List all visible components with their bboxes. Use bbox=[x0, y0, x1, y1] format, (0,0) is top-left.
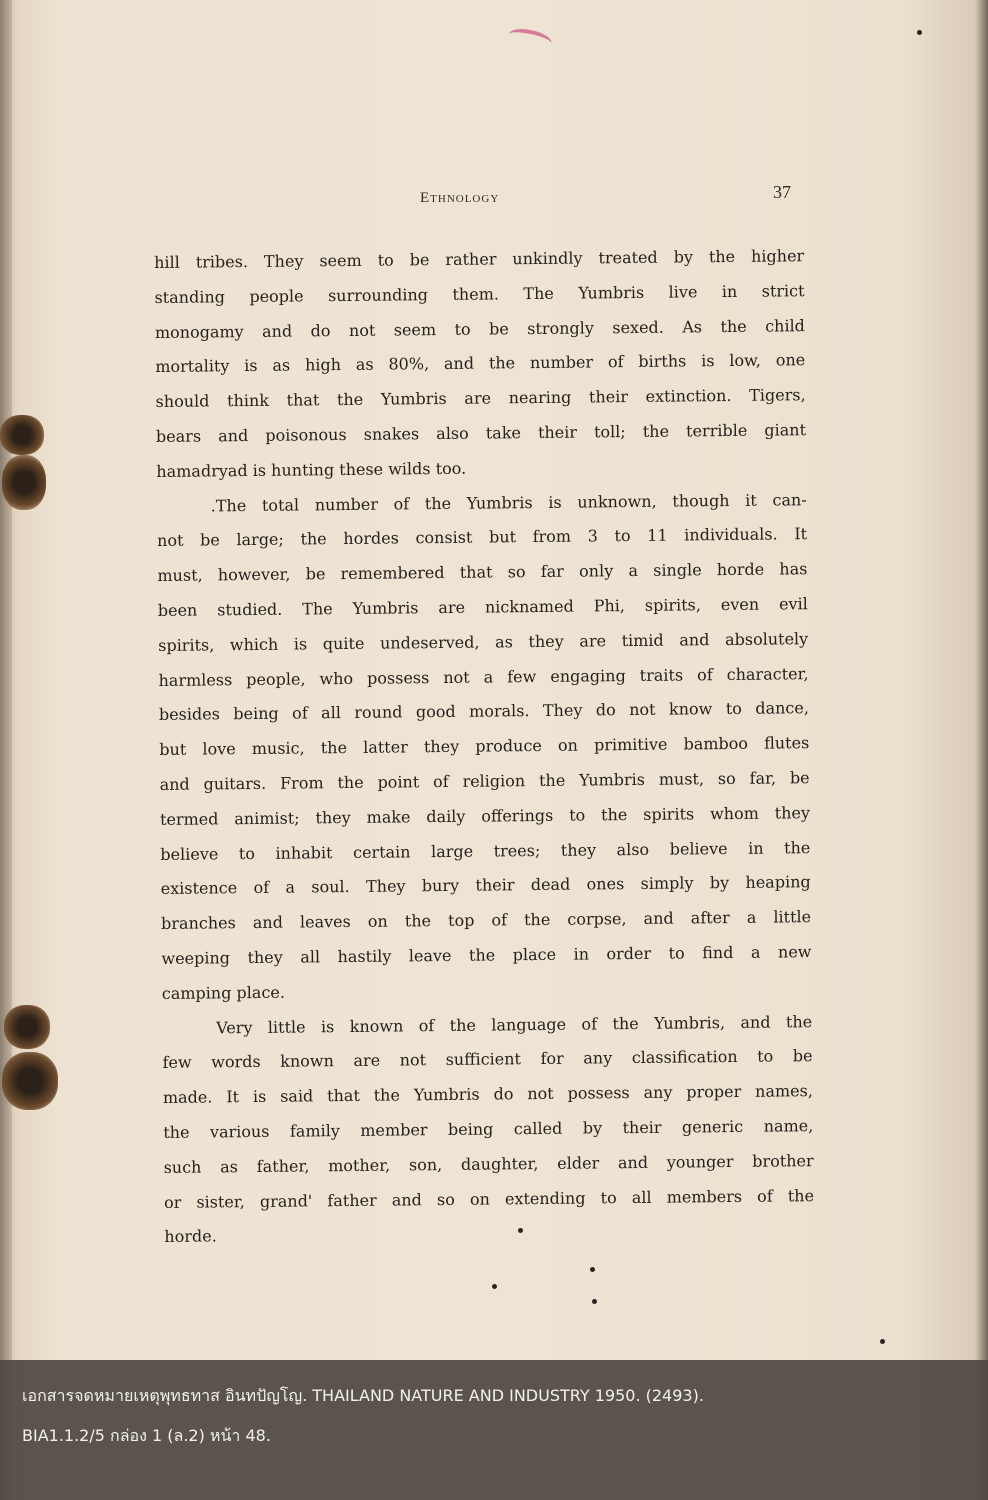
speck bbox=[590, 1267, 595, 1272]
text-line: branches and leaves on the top of the corpse, and after a little bbox=[160, 907, 812, 934]
text-line: existence of a soul. They bury their dead ones simply by heaping bbox=[160, 872, 811, 899]
text-line: not be large; the hordes consist but from 3 to 11 individuals. It bbox=[156, 524, 808, 551]
text-line: must, however, be remembered that so far only a single horde has bbox=[157, 559, 808, 586]
text-line: made. It is said that the Yumbris do not possess any proper names, bbox=[162, 1081, 813, 1108]
caption-bar bbox=[0, 1360, 988, 1500]
text-line: monogamy and do not seem to be strongly sexed. As the child bbox=[154, 315, 805, 342]
pink-ink-mark bbox=[507, 26, 554, 53]
text-line: Very little is known of the language of the Yumbris, and the bbox=[216, 1011, 813, 1037]
text-line: should think that the Yumbris are nearing their extinction. Tigers, bbox=[155, 385, 806, 412]
text-line: hamadryad is hunting these wilds too. bbox=[156, 458, 467, 481]
text-line: hill tribes. They seem to be rather unkindly treated by the higher bbox=[154, 246, 805, 272]
speck bbox=[917, 30, 922, 35]
text-line: standing people surrounding them. The Yumbris live in strict bbox=[154, 280, 805, 307]
text-line: termed animist; they make daily offerings to the spirits whom they bbox=[159, 802, 811, 829]
text-line: bears and poisonous snakes also take their toll; the terrible giant bbox=[155, 420, 807, 446]
rust-stain-upper-1 bbox=[0, 415, 44, 455]
running-head: Ethnology bbox=[420, 190, 500, 206]
caption-line-2: BIA1.1.2/5 กล่อง 1 (ล.2) หน้า 48. bbox=[22, 1426, 271, 1445]
text-line: .The total number of the Yumbris is unknown, though it can- bbox=[210, 489, 807, 515]
rust-stain-lower-1 bbox=[4, 1005, 50, 1049]
text-line: few words known are not sufficient for any classification to be bbox=[162, 1046, 813, 1073]
text-line: believe to inhabit certain large trees; they also believe in the bbox=[160, 837, 811, 864]
binding-edge bbox=[0, 0, 12, 1500]
text-line: horde. bbox=[164, 1226, 217, 1247]
text-line: been studied. The Yumbris are nicknamed Phi, spirits, even evil bbox=[157, 594, 808, 620]
text-line: harmless people, who possess not a few engaging traits of character, bbox=[158, 663, 809, 690]
speck bbox=[880, 1339, 885, 1344]
rust-stain-lower-2 bbox=[2, 1052, 58, 1110]
caption-line-1: เอกสารจดหมายเหตุพุทธทาส อินทปัญโญ. THAILAND NATURE AND INDUSTRY 1950. (2493). bbox=[22, 1386, 704, 1405]
text-line: or sister, grand' father and so on extending to all members of the bbox=[163, 1185, 815, 1212]
text-line: besides being of all round good morals. They do not know to dance, bbox=[158, 698, 809, 725]
text-line: the various family member being called by their generic name, bbox=[163, 1116, 814, 1142]
speck bbox=[592, 1299, 597, 1304]
body-text bbox=[154, 239, 815, 1255]
text-line: camping place. bbox=[161, 982, 285, 1003]
text-line: and guitars. From the point of religion the Yumbris must, so far, be bbox=[159, 768, 810, 794]
rust-stain-upper-2 bbox=[2, 455, 46, 510]
text-line: but love music, the latter they produce on primitive bamboo flutes bbox=[159, 733, 810, 760]
speck bbox=[492, 1284, 497, 1289]
page-number: 37 bbox=[773, 182, 791, 202]
text-line: mortality is as high as 80%, and the number of births is low, one bbox=[155, 350, 806, 377]
text-line: weeping they all hastily leave the place in order to find a new bbox=[161, 942, 812, 968]
text-line: such as father, mother, son, daughter, elder and younger brother bbox=[163, 1150, 814, 1177]
text-line: spirits, which is quite undeserved, as they are timid and absolutely bbox=[158, 628, 809, 655]
